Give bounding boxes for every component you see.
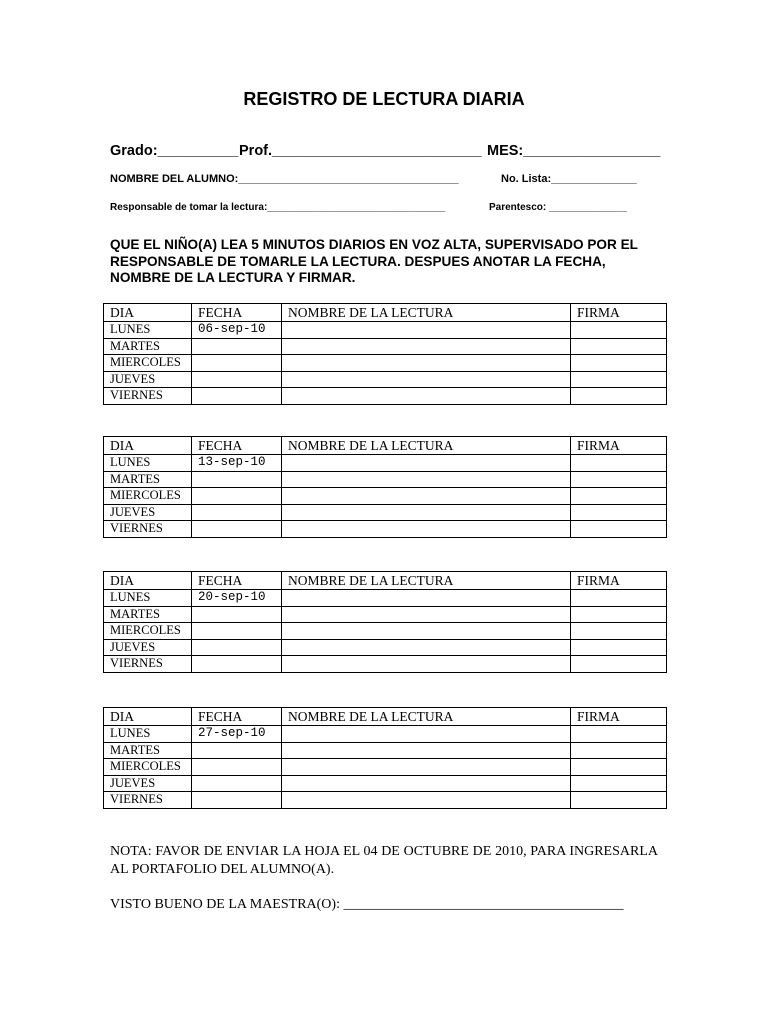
signature-cell[interactable] (571, 521, 667, 538)
date-cell[interactable] (192, 742, 282, 759)
day-cell: VIERNES (104, 521, 192, 538)
reading-name-cell[interactable] (282, 371, 571, 388)
date-cell[interactable] (192, 606, 282, 623)
signature-cell[interactable] (571, 488, 667, 505)
reading-log-table (103, 707, 667, 809)
signature-cell[interactable] (571, 388, 667, 405)
responsable-field[interactable]: Responsable de tomar la lectura:________________________________ (110, 202, 446, 213)
reading-name-cell[interactable] (282, 742, 571, 759)
table-header-row (104, 437, 667, 455)
mes-field[interactable]: MES:_________________ (487, 143, 661, 159)
table-row (104, 590, 667, 607)
column-header-fecha: FECHA (192, 437, 282, 455)
table-row (104, 775, 667, 792)
reading-name-cell[interactable] (282, 322, 571, 339)
day-cell: MIERCOLES (104, 488, 192, 505)
day-cell: MARTES (104, 742, 192, 759)
day-cell: MARTES (104, 606, 192, 623)
no-lista-field[interactable]: No. Lista:______________ (501, 173, 637, 185)
date-cell[interactable] (192, 371, 282, 388)
day-cell: JUEVES (104, 639, 192, 656)
reading-name-cell[interactable] (282, 355, 571, 372)
table-row (104, 759, 667, 776)
reading-name-cell[interactable] (282, 775, 571, 792)
reading-name-cell[interactable] (282, 388, 571, 405)
reading-name-cell[interactable] (282, 656, 571, 673)
reading-name-cell[interactable] (282, 488, 571, 505)
table-row (104, 656, 667, 673)
date-cell[interactable]: 13-sep-10 (192, 455, 282, 472)
column-header-dia: DIA (104, 304, 192, 322)
reading-name-cell[interactable] (282, 639, 571, 656)
column-header-firma: FIRMA (571, 437, 667, 455)
day-cell: VIERNES (104, 792, 192, 809)
column-header-dia: DIA (104, 708, 192, 726)
signature-cell[interactable] (571, 322, 667, 339)
table-row (104, 606, 667, 623)
reading-log-table (103, 436, 667, 538)
signature-cell[interactable] (571, 371, 667, 388)
date-cell[interactable] (192, 521, 282, 538)
signature-cell[interactable] (571, 471, 667, 488)
column-header-firma: FIRMA (571, 304, 667, 322)
date-cell[interactable] (192, 488, 282, 505)
signature-cell[interactable] (571, 726, 667, 743)
table-row (104, 388, 667, 405)
day-cell: LUNES (104, 455, 192, 472)
signature-cell[interactable] (571, 455, 667, 472)
column-header-dia: DIA (104, 572, 192, 590)
reading-log-table (103, 571, 667, 673)
date-cell[interactable] (192, 355, 282, 372)
day-cell: MIERCOLES (104, 759, 192, 776)
signature-cell[interactable] (571, 355, 667, 372)
reading-name-cell[interactable] (282, 606, 571, 623)
table-row (104, 742, 667, 759)
column-header-nombre: NOMBRE DE LA LECTURA (282, 572, 571, 590)
signature-cell[interactable] (571, 504, 667, 521)
date-cell[interactable]: 06-sep-10 (192, 322, 282, 339)
signature-cell[interactable] (571, 639, 667, 656)
day-cell: JUEVES (104, 504, 192, 521)
table-row (104, 355, 667, 372)
date-cell[interactable]: 20-sep-10 (192, 590, 282, 607)
reading-name-cell[interactable] (282, 338, 571, 355)
date-cell[interactable] (192, 504, 282, 521)
signature-cell[interactable] (571, 623, 667, 640)
day-cell: LUNES (104, 590, 192, 607)
day-cell: MIERCOLES (104, 355, 192, 372)
table-row (104, 471, 667, 488)
signature-cell[interactable] (571, 590, 667, 607)
table-row (104, 792, 667, 809)
column-header-nombre: NOMBRE DE LA LECTURA (282, 708, 571, 726)
signature-cell[interactable] (571, 792, 667, 809)
table-row (104, 455, 667, 472)
signature-cell[interactable] (571, 656, 667, 673)
table-header-row (104, 572, 667, 590)
nota-text: NOTA: FAVOR DE ENVIAR LA HOJA EL 04 DE OCTUBRE DE 2010, PARA INGRESARLA AL PORTAFOLIO DEL ALUMNO(A). (110, 844, 658, 877)
reading-name-cell[interactable] (282, 792, 571, 809)
nombre-alumno-field[interactable]: NOMBRE DEL ALUMNO:____________________________________ (110, 173, 459, 185)
column-header-firma: FIRMA (571, 572, 667, 590)
column-header-dia: DIA (104, 437, 192, 455)
reading-name-cell[interactable] (282, 504, 571, 521)
day-cell: LUNES (104, 322, 192, 339)
table-header-row (104, 304, 667, 322)
table-row (104, 504, 667, 521)
column-header-nombre: NOMBRE DE LA LECTURA (282, 304, 571, 322)
day-cell: JUEVES (104, 775, 192, 792)
reading-log-table (103, 303, 667, 405)
prof-field[interactable]: Prof.__________________________ (239, 143, 482, 159)
reading-name-cell[interactable] (282, 726, 571, 743)
date-cell[interactable] (192, 338, 282, 355)
date-cell[interactable] (192, 775, 282, 792)
signature-cell[interactable] (571, 775, 667, 792)
day-cell: MARTES (104, 471, 192, 488)
date-cell[interactable] (192, 388, 282, 405)
table-row (104, 338, 667, 355)
day-cell: VIERNES (104, 388, 192, 405)
column-header-fecha: FECHA (192, 304, 282, 322)
table-row (104, 623, 667, 640)
reading-name-cell[interactable] (282, 471, 571, 488)
visto-bueno-field[interactable]: VISTO BUENO DE LA MAESTRA(O): ________________________________________ (110, 897, 624, 912)
day-cell: LUNES (104, 726, 192, 743)
signature-cell[interactable] (571, 606, 667, 623)
table-row (104, 322, 667, 339)
column-header-fecha: FECHA (192, 708, 282, 726)
date-cell[interactable] (192, 471, 282, 488)
column-header-fecha: FECHA (192, 572, 282, 590)
page-title: REGISTRO DE LECTURA DIARIA (243, 89, 525, 109)
instruction-text: QUE EL NIÑO(A) LEA 5 MINUTOS DIARIOS EN VOZ ALTA, SUPERVISADO POR EL RESPONSABLE DE TOMARLE LA LECTURA. DESPUES ANOTAR LA FECHA, NOMBRE DE LA LECTURA Y FIRMAR. (110, 237, 638, 285)
date-cell[interactable] (192, 656, 282, 673)
table-row (104, 639, 667, 656)
signature-cell[interactable] (571, 742, 667, 759)
header-row-grado-prof-mes (110, 143, 670, 163)
date-cell[interactable] (192, 639, 282, 656)
table-row (104, 521, 667, 538)
reading-name-cell[interactable] (282, 455, 571, 472)
grado-field[interactable]: Grado:__________ (110, 143, 239, 159)
date-cell[interactable] (192, 759, 282, 776)
day-cell: MARTES (104, 338, 192, 355)
reading-name-cell[interactable] (282, 590, 571, 607)
day-cell: VIERNES (104, 656, 192, 673)
date-cell[interactable] (192, 792, 282, 809)
signature-cell[interactable] (571, 338, 667, 355)
date-cell[interactable]: 27-sep-10 (192, 726, 282, 743)
date-cell[interactable] (192, 623, 282, 640)
reading-name-cell[interactable] (282, 521, 571, 538)
table-row (104, 488, 667, 505)
table-row (104, 726, 667, 743)
signature-cell[interactable] (571, 759, 667, 776)
column-header-firma: FIRMA (571, 708, 667, 726)
reading-name-cell[interactable] (282, 759, 571, 776)
table-row (104, 371, 667, 388)
parentesco-field[interactable]: Parentesco: ______________ (489, 202, 627, 213)
reading-name-cell[interactable] (282, 623, 571, 640)
column-header-nombre: NOMBRE DE LA LECTURA (282, 437, 571, 455)
day-cell: MIERCOLES (104, 623, 192, 640)
day-cell: JUEVES (104, 371, 192, 388)
table-header-row (104, 708, 667, 726)
